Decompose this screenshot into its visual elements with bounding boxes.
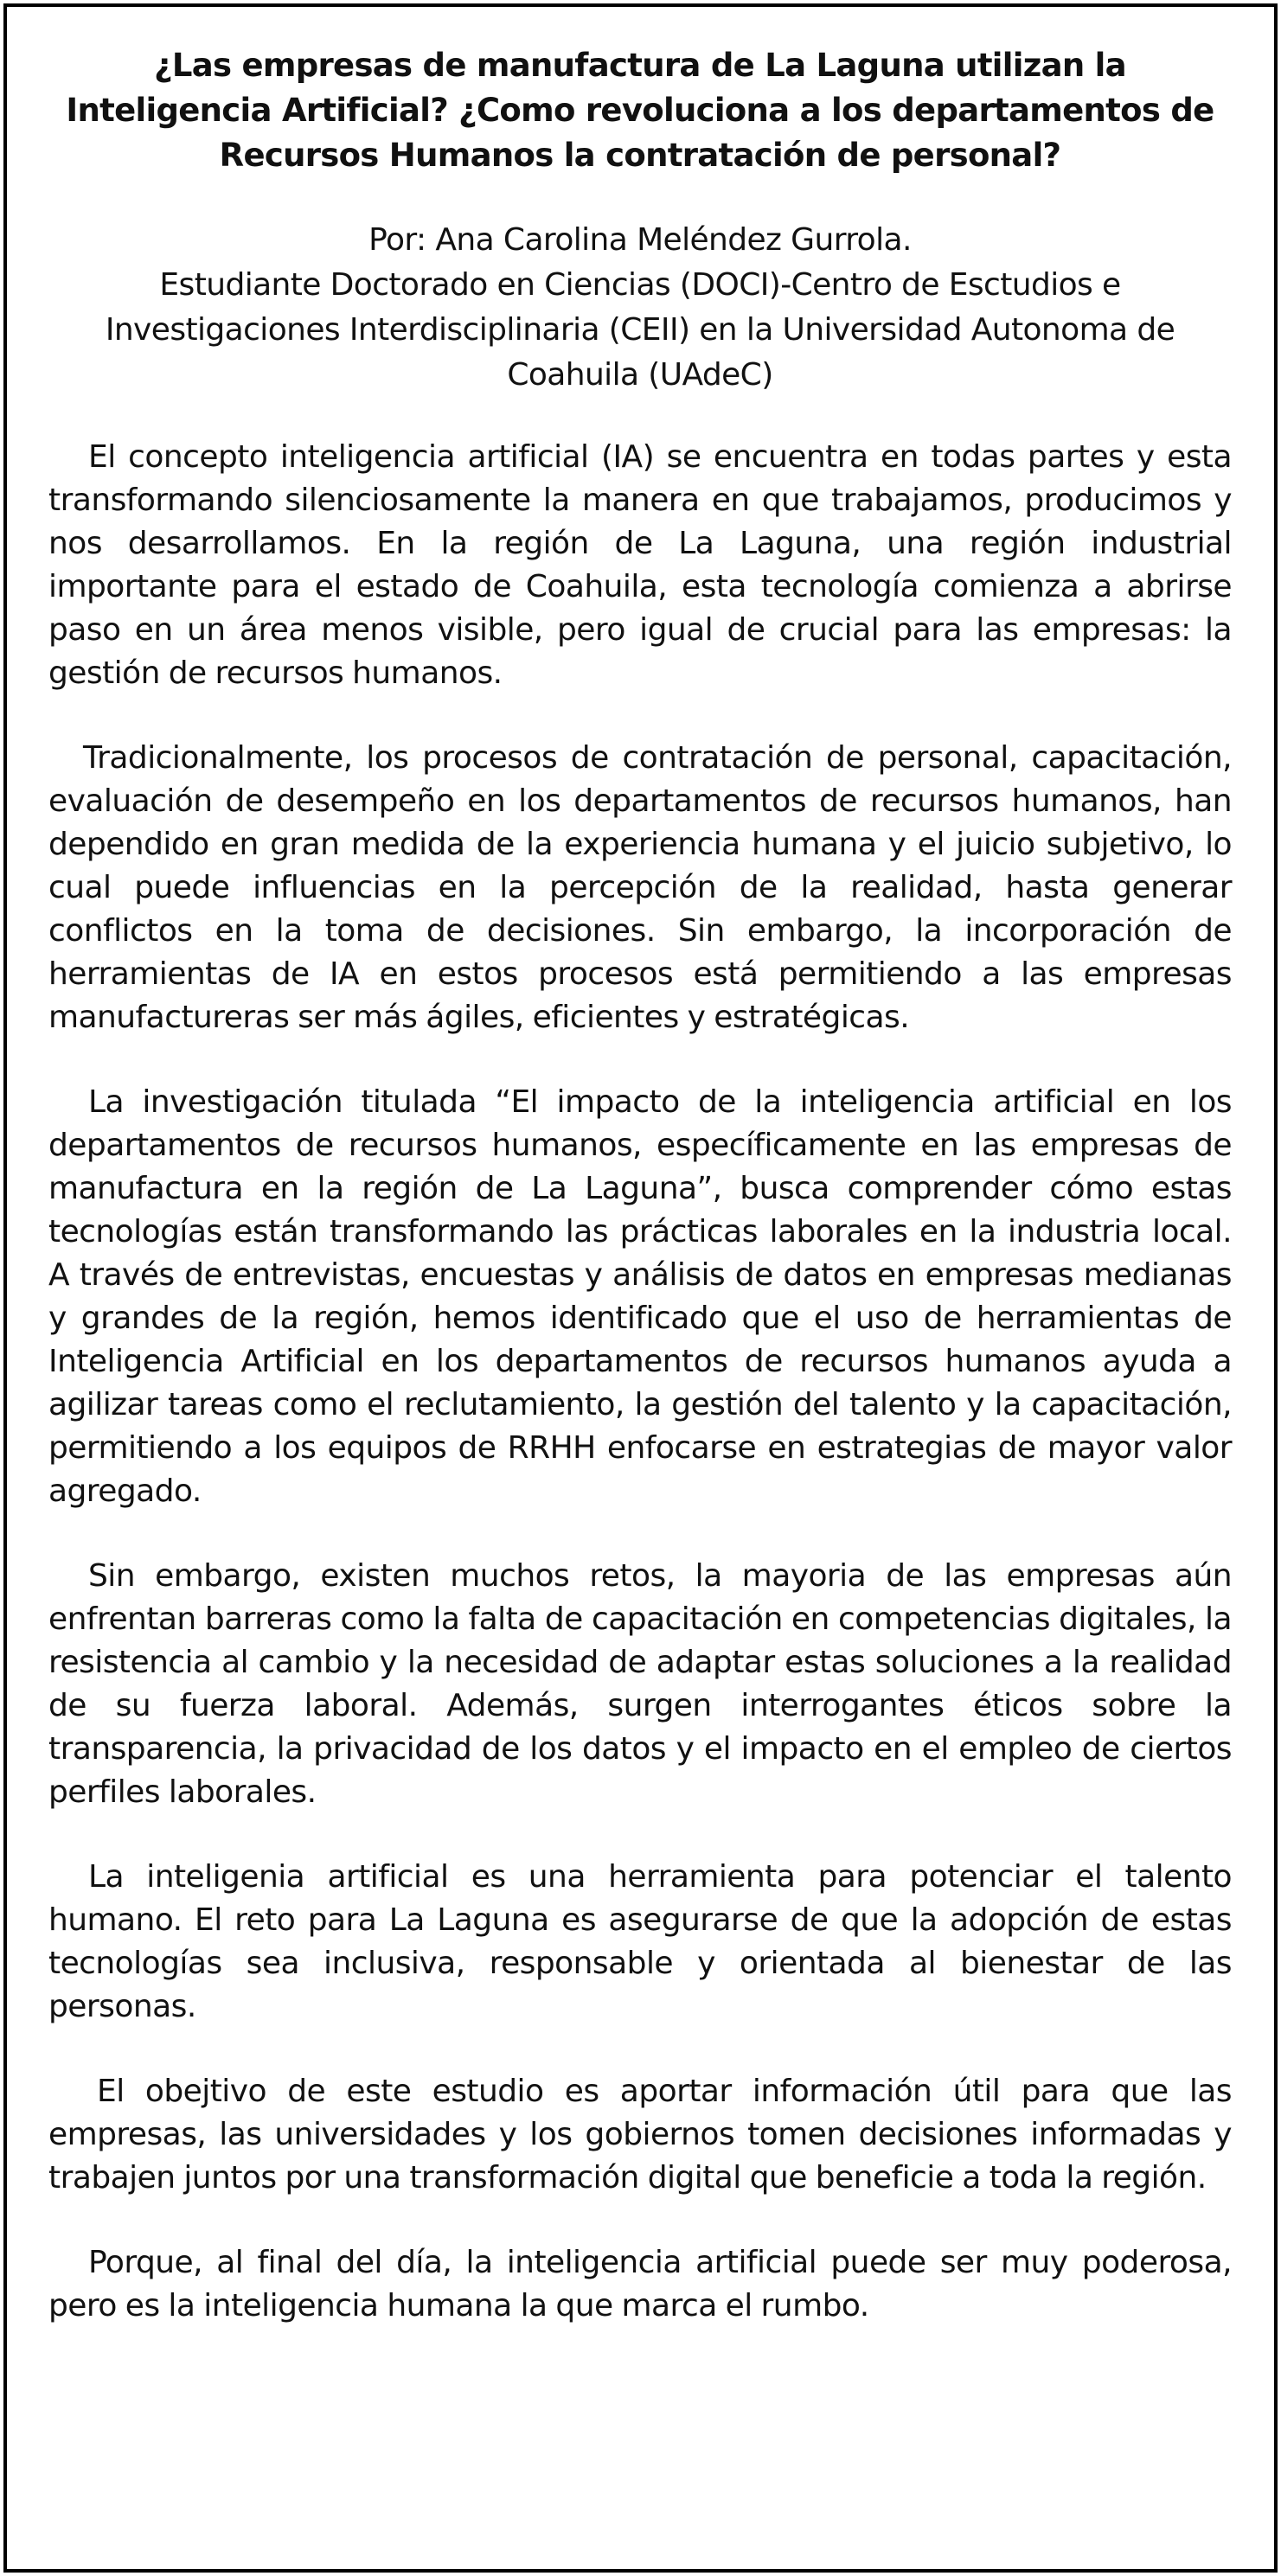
article-title: ¿Las empresas de manufactura de La Laguna utilizan la Inteligencia Artificial? ¿Como revoluciona a los departamentos de Recursos Humanos la contratación de personal? <box>66 47 1214 174</box>
byline <box>48 218 1232 398</box>
body-paragraph: El concepto inteligencia artificial (IA) se encuentra en todas partes y esta transformando silenciosamente la manera en que trabajamos, producimos y nos desarrollamos. En la región de La Laguna, una región industrial importante para el estado de Coahuila, esta tecnología comienza a abrirse paso en un área menos visible, pero igual de crucial para las empresas: la gestión de recursos humanos. <box>48 439 1232 691</box>
body-paragraph: La inteligenia artificial es una herramienta para potenciar el talento humano. El reto para La Laguna es asegurarse de que la adopción de estas tecnologías sea inclusiva, responsable y orientada al bienestar de las personas. <box>48 1859 1232 2024</box>
body-paragraph: Porque, al final del día, la inteligencia artificial puede ser muy poderosa, pero es la inteligencia humana la que marca el rumbo. <box>48 2245 1232 2324</box>
body-paragraph: Sin embargo, existen muchos retos, la mayoria de las empresas aún enfrentan barreras como la falta de capacitación en competencias digitales, la resistencia al cambio y la necesidad de adaptar estas soluciones a la realidad de su fuerza laboral. Además, surgen interrogantes éticos sobre la transparencia, la privacidad de los datos y el impacto en el empleo de ciertos perfiles laborales. <box>48 1558 1232 1810</box>
body-paragraph: La investigación titulada “El impacto de la inteligencia artificial en los departamentos de recursos humanos, específicamente en las empresas de manufactura en la región de La Laguna”, busca comprender cómo estas tecnologías están transformando las prácticas laborales en la industria local. A través de entrevistas, encuestas y análisis de datos en empresas medianas y grandes de la región, hemos identificado que el uso de herramientas de Inteligencia Artificial en los departamentos de recursos humanos ayuda a agilizar tareas como el reclutamiento, la gestión del talento y la capacitación, permitiendo a los equipos de RRHH enfocarse en estrategias de mayor valor agregado. <box>48 1084 1232 1509</box>
author-line: Por: Ana Carolina Meléndez Gurrola. <box>368 222 912 258</box>
body-paragraph: El obejtivo de este estudio es aportar información útil para que las empresas, las universidades y los gobiernos tomen decisiones informadas y trabajen juntos por una transformación digital que beneficie a toda la región. <box>48 2074 1232 2196</box>
body-paragraph: Tradicionalmente, los procesos de contratación de personal, capacitación, evaluación de desempeño en los departamentos de recursos humanos, han dependido en gran medida de la experiencia humana y el juicio subjetivo, lo cual puede influencias en la percepción de la realidad, hasta generar conflictos en la toma de decisiones. Sin embargo, la incorporación de herramientas de IA en estos procesos está permitiendo a las empresas manufactureras ser más ágiles, eficientes y estratégicas. <box>48 740 1232 1035</box>
article-body <box>48 436 1232 2328</box>
article <box>48 43 1232 2369</box>
affiliation-line: Estudiante Doctorado en Ciencias (DOCI)-Centro de Esctudios e Investigaciones Interdisciplinaria (CEII) en la Universidad Autonoma de Coahuila (UAdeC) <box>105 267 1175 393</box>
